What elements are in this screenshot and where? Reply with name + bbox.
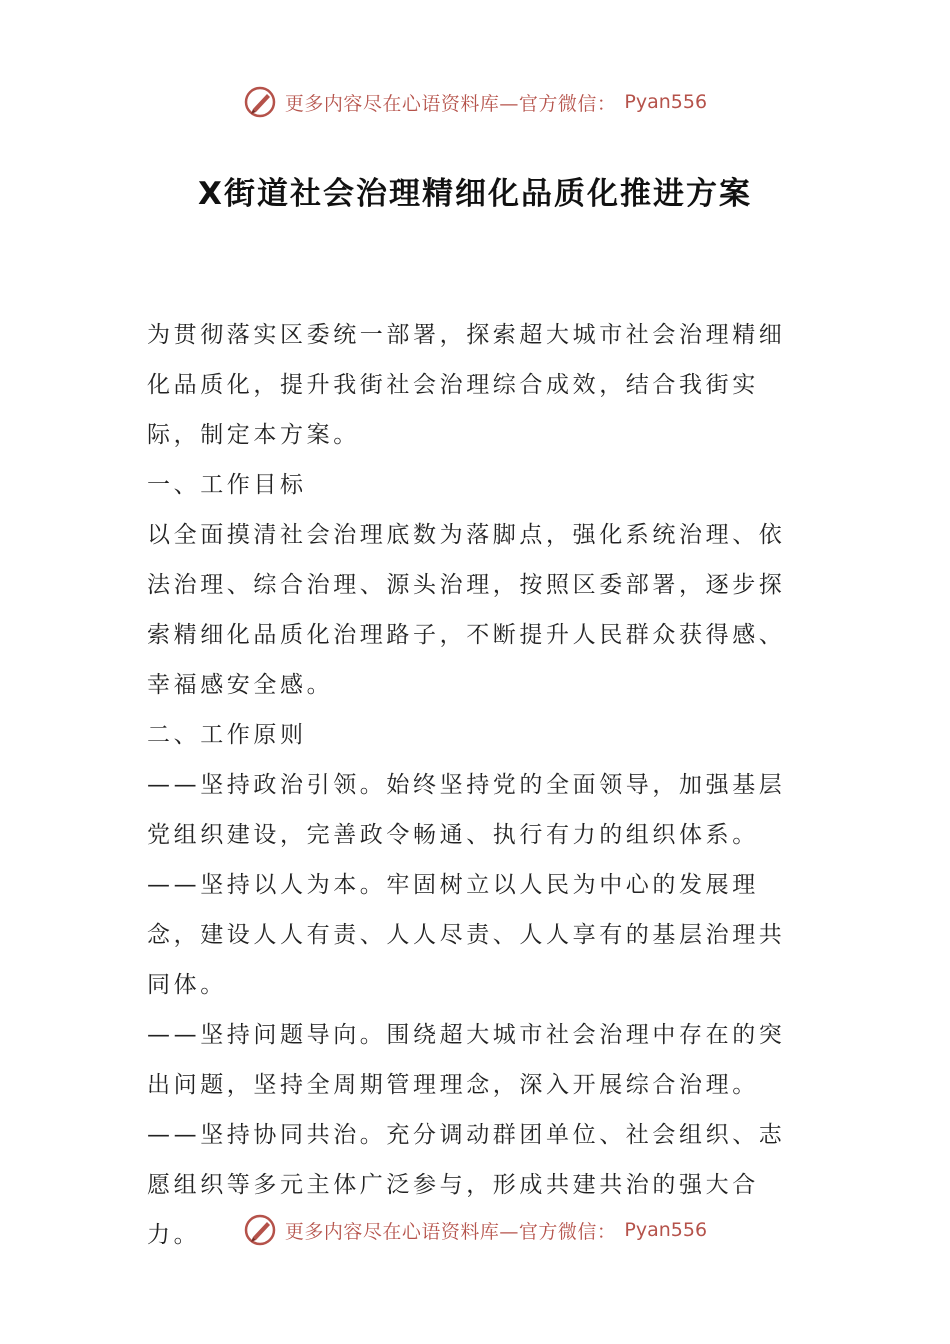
intro-paragraph: 为贯彻落实区委统一部署，探索超大城市社会治理精细化品质化，提升我街社会治理综合成效，结合我街实际，制定本方案。	[147, 322, 786, 448]
principle-problem-oriented: ——坚持问题导向。围绕超大城市社会治理中存在的突出问题，坚持全周期管理理念，深入开展综合治理。	[147, 1022, 786, 1098]
goals-paragraph: 以全面摸清社会治理底数为落脚点，强化系统治理、依法治理、综合治理、源头治理，按照区委部署，逐步探索精细化品质化治理路子，不断提升人民群众获得感、幸福感安全感。	[147, 522, 786, 698]
section-heading-principles: 二、工作原则	[147, 722, 307, 748]
principle-political-leadership: ——坚持政治引领。始终坚持党的全面领导，加强基层党组织建设，完善政令畅通、执行有力的组织体系。	[147, 772, 786, 848]
footer-watermark	[0, 1210, 950, 1250]
section-heading-goals: 一、工作目标	[147, 472, 307, 498]
watermark-text: 更多内容尽在心语资料库—官方微信：	[284, 1220, 617, 1243]
header-watermark	[0, 82, 950, 122]
principle-people-oriented: ——坚持以人为本。牢固树立以人民为中心的发展理念，建设人人有责、人人尽责、人人享有的基层治理共同体。	[147, 872, 786, 998]
pen-logo-icon	[243, 85, 277, 119]
pen-logo-icon	[243, 1213, 277, 1247]
principle-collaborative-governance: ——坚持协同共治。充分调动群团单位、社会组织、志愿组织等多元主体广泛参与，形成共建共治的强大合力。	[147, 1122, 786, 1248]
document-title: X街道社会治理精细化品质化推进方案	[198, 176, 752, 212]
watermark-wechat-id: Pyan556	[624, 1219, 708, 1241]
watermark-text: 更多内容尽在心语资料库—官方微信：	[284, 92, 617, 115]
document-body	[147, 310, 807, 1260]
watermark-wechat-id: Pyan556	[624, 91, 708, 113]
